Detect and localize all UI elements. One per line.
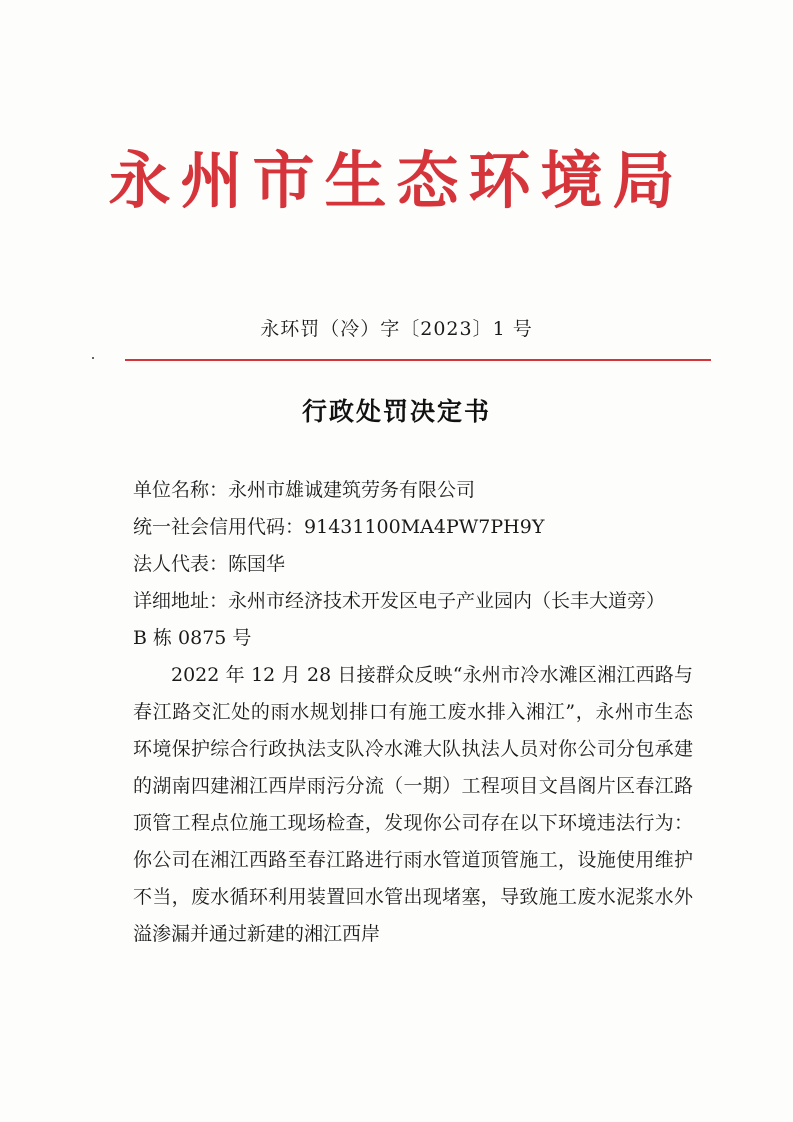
address-label: 详细地址： xyxy=(133,590,229,612)
credit-code-field xyxy=(133,509,693,546)
address-value-line2: B 栋 0875 号 xyxy=(133,627,252,649)
red-divider-rule xyxy=(125,359,711,361)
scan-speck xyxy=(92,357,94,359)
unit-name-field xyxy=(133,472,693,509)
address-field xyxy=(133,583,693,657)
document-title: 行政处罚决定书 xyxy=(301,397,491,426)
document-body xyxy=(133,472,693,953)
legal-rep-label: 法人代表： xyxy=(133,553,229,575)
case-paragraph: 2022 年 12 月 28 日接群众反映“永州市冷水滩区湘江西路与春江路交汇处的雨水规划排口有施工废水排入湘江”，永州市生态环境保护综合行政执法支队冷水滩大队执法人员对你公司分包承建的湖南四建湘江西岸雨污分流（一期）工程项目文昌阁片区春江路顶管工程点位施工现场检查，发现你公司存在以下环境违法行为：你公司在湘江西路至春江路进行雨水管道顶管施工，设施使用维护不当，废水循环利用装置回水管出现堵塞，导致施工废水泥浆水外溢渗漏并通过新建的湘江西岸 xyxy=(133,664,693,945)
credit-code-value: 91431100MA4PW7PH9Y xyxy=(304,516,545,538)
credit-code-label: 统一社会信用代码： xyxy=(133,516,305,538)
unit-name-label: 单位名称： xyxy=(133,479,229,501)
document-number: 永环罚（冷）字〔2023〕1 号 xyxy=(260,318,533,340)
unit-name-value: 永州市雄诚建筑劳务有限公司 xyxy=(228,479,476,501)
legal-rep-field xyxy=(133,546,693,583)
address-value-line1: 永州市经济技术开发区电子产业园内（长丰大道旁） xyxy=(228,590,666,612)
legal-rep-value: 陈国华 xyxy=(228,553,286,575)
agency-header: 永州市生态环境局 xyxy=(108,144,685,217)
address-line-1 xyxy=(133,583,693,620)
